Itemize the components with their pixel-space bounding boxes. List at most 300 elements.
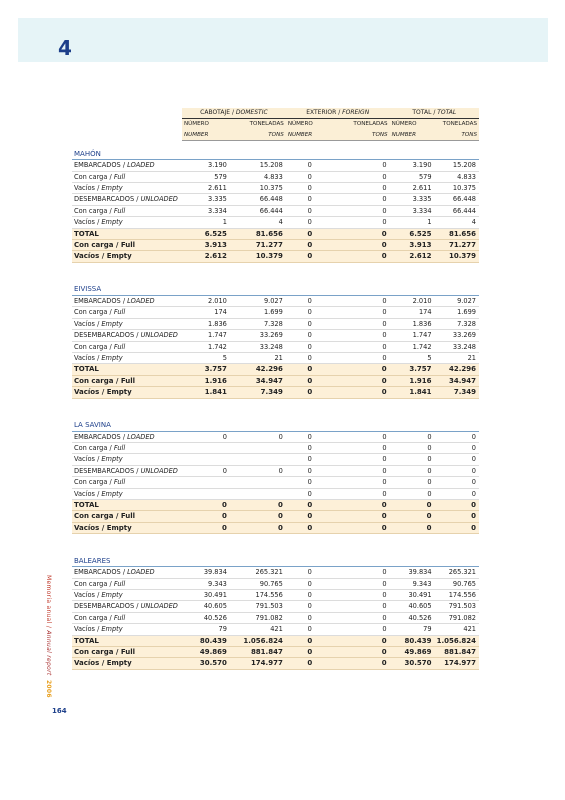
table-cell: 1.742 [182,341,230,352]
header-group-foreign: EXTERIOR / FOREIGN [286,108,390,119]
header-tons-es: TONELADAS [334,119,390,130]
table-cell: 9.343 [390,578,435,589]
row-label-en: Empty [101,489,123,498]
table-cell: 66.448 [435,194,479,205]
table-cell: 0 [334,488,390,499]
table-cell: 0 [230,465,286,476]
total-cell: 30.570 [390,658,435,669]
section-spacer [72,398,479,413]
table-cell: 40.526 [182,612,230,623]
total-cell: 1.056.824 [435,635,479,646]
total-cell: 1.916 [182,375,230,386]
table-cell: 40.526 [390,612,435,623]
table-cell: 0 [334,330,390,341]
table-cell: 579 [390,171,435,182]
row-label-en: Empty [101,184,123,193]
table-cell: 5 [182,352,230,363]
row-label-en: Full [113,579,126,588]
header-number-es: NÚMERO [182,119,230,130]
table-cell: 1.836 [390,318,435,329]
row-label-es: DESEMBARCADOS [74,466,135,475]
total-cell: 0 [182,499,230,510]
row-label: Con carga / Full [72,171,182,182]
table-cell: 0 [286,318,334,329]
table-cell: 0 [286,578,334,589]
row-label-en: Empty [101,218,123,227]
row-label: DESEMBARCADOS / UNLOADED [72,601,182,612]
total-cell: 6.525 [182,228,230,239]
row-label: Con carga / Full [72,307,182,318]
table-cell: 0 [435,454,479,465]
table-cell: 0 [334,205,390,216]
row-label: Con carga / Full [72,612,182,623]
total-cell: 0 [286,522,334,533]
total-cell: 10.379 [435,251,479,262]
total-row [72,228,479,239]
total-cell: 0 [435,499,479,510]
row-label: Vacíos / Empty [72,183,182,194]
total-cell: 0 [334,499,390,510]
table-cell: 1 [390,217,435,228]
table-cell: 0 [286,205,334,216]
table-row [72,567,479,578]
table-cell: 791.503 [435,601,479,612]
table-cell: 66.448 [230,194,286,205]
table-row [72,194,479,205]
total-row [72,522,479,533]
table-cell: 3.334 [182,205,230,216]
total-cell: 0 [286,658,334,669]
row-label-en: Full [113,308,126,317]
section-name: EIVISSA [72,277,479,296]
total-cell: 80.439 [390,635,435,646]
table-cell: 0 [334,477,390,488]
table-cell: 0 [334,567,390,578]
total-cell: 71.277 [230,240,286,251]
total-cell: 0 [390,499,435,510]
total-label: Con carga / Full [72,240,182,251]
table-cell: 265.321 [435,567,479,578]
row-label-en: UNLOADED [140,602,178,611]
row-label-en: LOADED [127,296,155,305]
row-label: Con carga / Full [72,477,182,488]
total-label: TOTAL [72,228,182,239]
table-cell: 0 [230,431,286,442]
table-row [72,624,479,635]
total-cell: 881.847 [230,647,286,658]
total-cell: 0 [334,522,390,533]
row-label-en: Empty [101,591,123,599]
row-label-es: Con carga [74,478,108,487]
row-label-es: Con carga [74,172,108,181]
table-cell: 33.269 [435,330,479,341]
total-cell: 0 [230,522,286,533]
total-cell: 10.379 [230,251,286,262]
table-cell: 33.269 [230,330,286,341]
table-cell: 30.491 [182,590,230,601]
side-title-es: Memoria anual [45,575,52,624]
table-cell: 174.556 [435,590,479,601]
total-cell: 0 [286,364,334,375]
row-label-es: Vacíos [74,591,95,599]
table-cell: 174 [182,307,230,318]
row-label-es: DESEMBARCADOS [74,602,135,611]
table-row [72,318,479,329]
table-cell [230,454,286,465]
header-band [18,18,548,62]
table-cell: 0 [334,624,390,635]
total-cell: 0 [286,240,334,251]
table-cell: 0 [390,454,435,465]
table-cell: 0 [435,488,479,499]
row-label: DESEMBARCADOS / UNLOADED [72,330,182,341]
table-cell: 2.611 [390,183,435,194]
table-cell [230,488,286,499]
table-cell: 9.027 [435,295,479,306]
total-label: TOTAL [72,499,182,510]
total-cell: 881.847 [435,647,479,658]
total-cell: 0 [334,387,390,398]
table-cell: 40.605 [390,601,435,612]
traffic-table [72,108,479,670]
header-tons-es: TONELADAS [230,119,286,130]
table-cell: 0 [286,590,334,601]
table-cell: 0 [390,442,435,453]
row-label-en: Full [113,342,126,351]
total-cell: 3.757 [390,364,435,375]
table-cell: 10.375 [230,183,286,194]
table-cell: 7.328 [230,318,286,329]
total-cell: 71.277 [435,240,479,251]
total-cell: 7.349 [435,387,479,398]
section-spacer [72,534,479,549]
total-row [72,635,479,646]
total-cell: 2.612 [390,251,435,262]
row-label-es: Vacíos [74,184,95,193]
table-cell: 0 [286,465,334,476]
header-tons-en: TONS [334,130,390,141]
table-cell: 0 [334,578,390,589]
total-row [72,647,479,658]
section-name: LA SAVINA [72,413,479,432]
total-row [72,511,479,522]
table-cell: 0 [286,454,334,465]
total-row [72,364,479,375]
table-row [72,295,479,306]
row-label-es: DESEMBARCADOS [74,331,135,340]
total-cell: 0 [334,658,390,669]
total-cell: 0 [334,647,390,658]
table-cell: 66.444 [435,205,479,216]
table-row [72,307,479,318]
table-cell: 3.190 [390,160,435,171]
table-cell: 0 [286,217,334,228]
row-label-es: DESEMBARCADOS [74,195,135,204]
header-number-en: NUMBER [286,130,334,141]
row-label: DESEMBARCADOS / UNLOADED [72,465,182,476]
table-cell: 90.765 [230,578,286,589]
row-label-es: Con carga [74,342,108,351]
row-label-es: Vacíos [74,353,95,362]
table-cell: 791.082 [435,612,479,623]
table-cell: 0 [334,352,390,363]
row-label-es: EMBARCADOS [74,161,121,170]
row-label: Vacíos / Empty [72,590,182,601]
row-label-en: LOADED [127,161,155,170]
table-cell: 0 [334,217,390,228]
section-name: BALEARES [72,548,479,567]
table-cell: 0 [390,465,435,476]
total-label: TOTAL [72,635,182,646]
row-label-en: UNLOADED [140,331,178,340]
total-cell: 0 [334,375,390,386]
total-label: Vacíos / Empty [72,251,182,262]
table-cell [182,454,230,465]
table-cell: 66.444 [230,205,286,216]
total-cell: 49.869 [182,647,230,658]
section-header [72,548,479,567]
table-cell: 10.375 [435,183,479,194]
row-label-en: LOADED [127,432,155,441]
total-cell: 0 [182,511,230,522]
header-number-en: NUMBER [182,130,230,141]
total-cell: 81.656 [230,228,286,239]
table-cell [230,477,286,488]
table-row [72,431,479,442]
total-cell: 0 [286,375,334,386]
total-cell: 3.757 [182,364,230,375]
table-cell: 174.556 [230,590,286,601]
total-row [72,387,479,398]
table-row [72,442,479,453]
row-label-es: EMBARCADOS [74,296,121,305]
section-header [72,141,479,160]
table-cell: 174 [390,307,435,318]
total-cell: 6.525 [390,228,435,239]
side-running-title [45,575,52,698]
total-label: Con carga / Full [72,647,182,658]
table-cell: 0 [286,307,334,318]
total-cell: 1.841 [182,387,230,398]
table-cell [182,488,230,499]
header-tons-es: TONELADAS [435,119,479,130]
total-cell: 0 [286,499,334,510]
table-cell: 0 [334,590,390,601]
table-cell: 791.082 [230,612,286,623]
row-label-es: Con carga [74,613,108,622]
total-cell: 80.439 [182,635,230,646]
header-group-domestic: CABOTAJE / DOMESTIC [182,108,286,119]
table-cell: 1 [182,217,230,228]
total-cell: 0 [230,511,286,522]
table-cell: 0 [334,601,390,612]
table-cell: 0 [334,612,390,623]
table-cell: 0 [334,465,390,476]
table-cell: 0 [390,431,435,442]
table-cell: 5 [390,352,435,363]
table-cell: 21 [435,352,479,363]
table-row [72,183,479,194]
table-cell: 1.836 [182,318,230,329]
table-cell: 0 [182,465,230,476]
row-label-en: Empty [101,353,123,362]
table-cell: 0 [286,488,334,499]
table-cell: 0 [182,431,230,442]
table-row [72,217,479,228]
total-cell: 1.056.824 [230,635,286,646]
table-cell: 79 [390,624,435,635]
table-cell: 0 [286,295,334,306]
row-label-es: Vacíos [74,489,95,498]
table-cell: 1.747 [390,330,435,341]
row-label: Vacíos / Empty [72,352,182,363]
table-cell: 1.747 [182,330,230,341]
total-cell: 174.977 [230,658,286,669]
table-cell: 0 [390,488,435,499]
table-row [72,160,479,171]
table-cell: 0 [286,567,334,578]
total-cell: 174.977 [435,658,479,669]
total-cell: 0 [334,635,390,646]
total-cell: 0 [334,251,390,262]
table-cell: 0 [286,624,334,635]
row-label-en: UNLOADED [140,195,178,204]
row-label-es: EMBARCADOS [74,568,121,577]
total-cell: 1.841 [390,387,435,398]
header-number-es: NÚMERO [286,119,334,130]
table-cell: 791.503 [230,601,286,612]
total-cell: 0 [286,635,334,646]
row-label-es: Vacíos [74,455,95,464]
table-cell: 0 [334,431,390,442]
total-label: Vacíos / Empty [72,522,182,533]
total-cell: 1.916 [390,375,435,386]
row-label: Vacíos / Empty [72,488,182,499]
row-label-es: Con carga [74,206,108,215]
table-cell: 1.742 [390,341,435,352]
row-label: EMBARCADOS / LOADED [72,567,182,578]
table-cell: 0 [334,307,390,318]
table-cell: 0 [286,341,334,352]
total-label: Con carga / Full [72,511,182,522]
table-cell: 0 [286,171,334,182]
row-label-en: Full [113,172,126,181]
table-row [72,590,479,601]
table-cell: 90.765 [435,578,479,589]
table-cell: 0 [435,477,479,488]
row-label-es: Vacíos [74,319,95,328]
total-label: Vacíos / Empty [72,658,182,669]
total-row [72,240,479,251]
table-body [72,141,479,670]
table-cell: 21 [230,352,286,363]
table-row [72,352,479,363]
table-cell: 0 [286,183,334,194]
table-row [72,578,479,589]
row-label-en: Empty [101,625,123,634]
row-label-es: Con carga [74,308,108,317]
table-cell: 265.321 [230,567,286,578]
total-cell: 34.947 [435,375,479,386]
total-cell: 0 [390,511,435,522]
table-cell: 39.834 [390,567,435,578]
side-title-en: Annual report [45,630,52,676]
table-row [72,488,479,499]
total-row [72,658,479,669]
table-cell: 4 [435,217,479,228]
total-cell: 30.570 [182,658,230,669]
total-cell: 3.913 [390,240,435,251]
table-cell: 4.833 [435,171,479,182]
row-label-en: Full [113,478,126,487]
table-cell: 0 [435,442,479,453]
table-cell: 33.248 [230,341,286,352]
row-label: Vacíos / Empty [72,217,182,228]
table-cell: 0 [334,454,390,465]
table-row [72,612,479,623]
header-group-total: TOTAL / TOTAL [390,108,479,119]
section-header [72,277,479,296]
side-title-year: 2006 [45,679,52,698]
row-label-es: Con carga [74,579,108,588]
table-cell: 33.248 [435,341,479,352]
table-row [72,205,479,216]
table-cell: 2.010 [182,295,230,306]
total-row [72,251,479,262]
total-cell: 0 [230,499,286,510]
table-cell: 9.343 [182,578,230,589]
table-cell [182,442,230,453]
table-cell [182,477,230,488]
row-label-en: LOADED [127,568,155,577]
table-cell [230,442,286,453]
row-label-en: Empty [101,319,123,328]
total-cell: 0 [286,647,334,658]
table-cell: 0 [286,160,334,171]
total-cell: 0 [334,228,390,239]
total-cell: 49.869 [390,647,435,658]
table-cell: 2.010 [390,295,435,306]
table-cell: 3.335 [390,194,435,205]
table-cell: 79 [182,624,230,635]
table-cell: 0 [334,295,390,306]
table-cell: 4.833 [230,171,286,182]
row-label: Vacíos / Empty [72,318,182,329]
total-cell: 2.612 [182,251,230,262]
total-cell: 0 [334,511,390,522]
total-cell: 0 [286,251,334,262]
table-cell: 0 [286,442,334,453]
row-label-en: Empty [101,455,123,464]
table-cell: 579 [182,171,230,182]
table-row [72,330,479,341]
total-cell: 81.656 [435,228,479,239]
table-cell: 0 [286,477,334,488]
table-cell: 9.027 [230,295,286,306]
total-label: TOTAL [72,364,182,375]
header-tons-en: TONS [435,130,479,141]
table-cell: 1.699 [435,307,479,318]
header-sub-row-en [72,130,479,141]
row-label: DESEMBARCADOS / UNLOADED [72,194,182,205]
row-label-es: EMBARCADOS [74,432,121,441]
table-cell: 3.335 [182,194,230,205]
header-sub-row-es [72,119,479,130]
total-label: Vacíos / Empty [72,387,182,398]
total-row [72,375,479,386]
table-cell: 0 [435,431,479,442]
table-row [72,465,479,476]
